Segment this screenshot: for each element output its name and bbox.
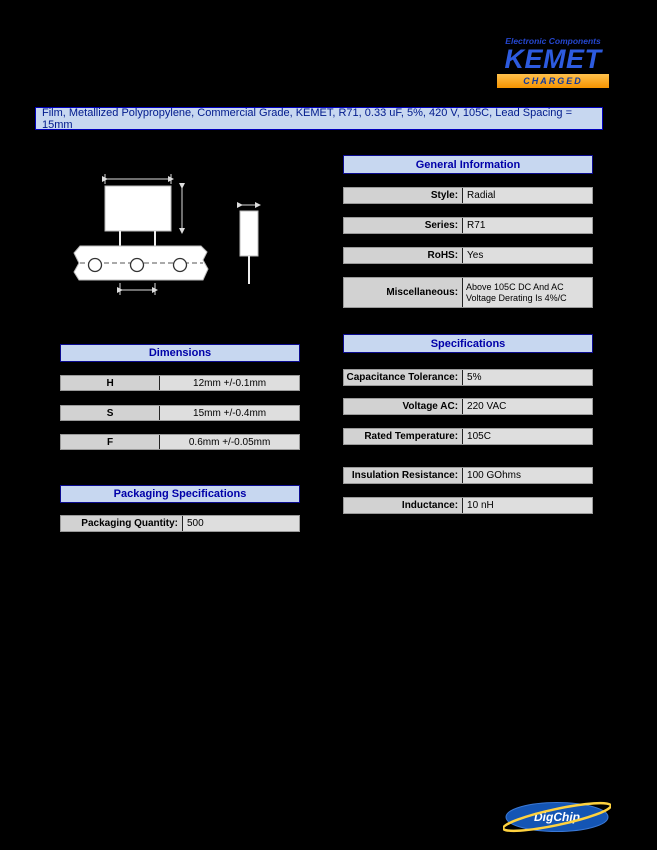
footer-logo-text: DigChip <box>534 810 580 824</box>
row-value: 0.6mm +/-0.05mm <box>160 435 299 449</box>
row-value: 15mm +/-0.4mm <box>160 406 299 420</box>
dimensions-header: Dimensions <box>60 344 300 362</box>
row-value: R71 <box>463 218 592 233</box>
row-label: Series: <box>344 218 463 233</box>
table-row <box>60 515 300 532</box>
table-row <box>60 434 300 450</box>
row-label: Rated Temperature: <box>344 429 463 444</box>
sprocket-hole <box>174 259 187 272</box>
row-label: Inductance: <box>344 498 463 513</box>
capacitor-technical-drawing <box>60 172 330 300</box>
table-row <box>343 187 593 204</box>
table-row <box>60 375 300 391</box>
row-label: H <box>61 376 160 390</box>
row-value: 10 nH <box>463 498 592 513</box>
row-value: 105C <box>463 429 592 444</box>
row-label: F <box>61 435 160 449</box>
row-value: Above 105C DC And AC Voltage Derating Is 4%/C <box>463 278 592 307</box>
row-value: 220 VAC <box>463 399 592 414</box>
row-value: 12mm +/-0.1mm <box>160 376 299 390</box>
row-value: 500 <box>183 516 299 531</box>
row-label: Capacitance Tolerance: <box>344 370 463 385</box>
table-row <box>343 247 593 264</box>
table-row <box>343 398 593 415</box>
table-row <box>343 277 593 308</box>
table-row <box>343 428 593 445</box>
table-row <box>343 217 593 234</box>
kemet-logo <box>497 36 609 88</box>
row-value: 5% <box>463 370 592 385</box>
brand-charged-badge: CHARGED <box>497 74 609 88</box>
table-row <box>343 369 593 386</box>
table-row <box>343 497 593 514</box>
brand-tagline: Electronic Components <box>505 36 601 46</box>
row-label: RoHS: <box>344 248 463 263</box>
general-information-header: General Information <box>343 155 593 174</box>
sprocket-hole <box>131 259 144 272</box>
sprocket-hole <box>89 259 102 272</box>
brand-name: KEMET <box>504 44 602 74</box>
row-label: Style: <box>344 188 463 203</box>
row-label: Insulation Resistance: <box>344 468 463 483</box>
row-value: Radial <box>463 188 592 203</box>
table-row <box>60 405 300 421</box>
specifications-header: Specifications <box>343 334 593 353</box>
row-label: Packaging Quantity: <box>61 516 183 531</box>
capacitor-side-view <box>240 211 258 256</box>
table-row <box>343 467 593 484</box>
part-title: Film, Metallized Polypropylene, Commercial Grade, KEMET, R71, 0.33 uF, 5%, 420 V, 105C, Lead Spacing = 15mm <box>35 107 603 130</box>
row-label: Voltage AC: <box>344 399 463 414</box>
footer-logo[interactable] <box>503 799 611 835</box>
row-label: S <box>61 406 160 420</box>
packaging-specifications-header: Packaging Specifications <box>60 485 300 503</box>
row-label: Miscellaneous: <box>344 278 463 307</box>
capacitor-body <box>105 186 171 231</box>
row-value: Yes <box>463 248 592 263</box>
row-value: 100 GOhms <box>463 468 592 483</box>
